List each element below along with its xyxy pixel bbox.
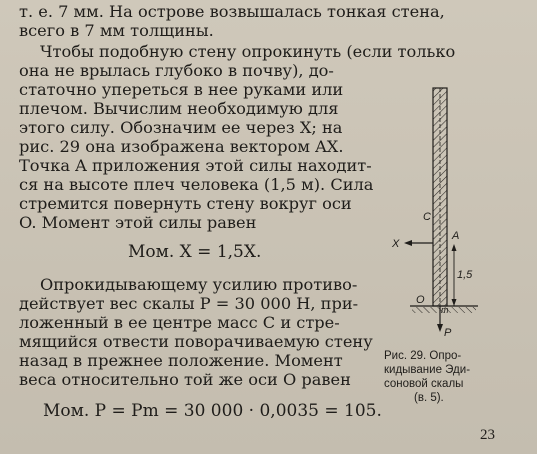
label-p: P — [444, 327, 452, 339]
text-line: назад в прежнее положение. Момент — [19, 351, 343, 370]
text-line: действует вес скалы P = 30 000 Н, при- — [19, 294, 359, 313]
force-x-arrowhead — [404, 240, 412, 246]
text-line: O. Момент этой силы равен — [19, 213, 257, 232]
text-line: Точка A приложения этой силы находит- — [19, 156, 372, 175]
text-line: стремится повернуть стену вокруг оси — [19, 194, 352, 213]
page-number: 23 — [480, 427, 495, 443]
equation-moment-p: Мом. P = Pm = 30 000 · 0,0035 = 105. — [43, 401, 382, 421]
text-line: ложенный в ее центре масс C и стре- — [19, 313, 340, 332]
equation-moment-x: Мом. X = 1,5X. — [128, 242, 262, 262]
label-height: 1,5 — [457, 269, 473, 281]
label-x: X — [392, 238, 400, 250]
text-line: Чтобы подобную стену опрокинуть (если только — [40, 42, 456, 61]
text-line: ся на высоте плеч человека (1,5 м). Сила — [19, 175, 374, 194]
text-line: веса относительно той же оси O равен — [19, 370, 351, 389]
text-line: всего в 7 мм толщины. — [19, 21, 214, 40]
text-line: Опрокидывающему усилию противо- — [40, 275, 358, 294]
text-line: этого силу. Обозначим ее через X; на — [19, 118, 343, 137]
caption-line: (в. 5). — [414, 392, 444, 404]
label-a: A — [452, 230, 460, 242]
figure-29-diagram — [380, 80, 520, 342]
text-line: т. е. 7 мм. На острове возвышалась тонкая стена, — [19, 2, 445, 21]
weight-p-arrowhead — [437, 324, 443, 332]
caption-line: соновой скалы — [384, 378, 464, 390]
text-line: она не врылась глубоко в почву), до- — [19, 61, 334, 80]
caption-line: кидывание Эди- — [384, 364, 471, 376]
figure-caption — [384, 349, 512, 405]
label-o: O — [416, 294, 425, 306]
text-line: плечом. Вычислим необходимую для — [19, 99, 339, 118]
text-line: рис. 29 она изображена вектором AX. — [19, 137, 344, 156]
text-line: статочно упереться в нее руками или — [19, 80, 344, 99]
text-line: мящийся отвести поворачиваемую стену — [19, 332, 373, 351]
label-m: m — [441, 305, 449, 315]
label-c: C — [423, 211, 431, 223]
caption-line: Рис. 29. Опро- — [384, 350, 462, 362]
